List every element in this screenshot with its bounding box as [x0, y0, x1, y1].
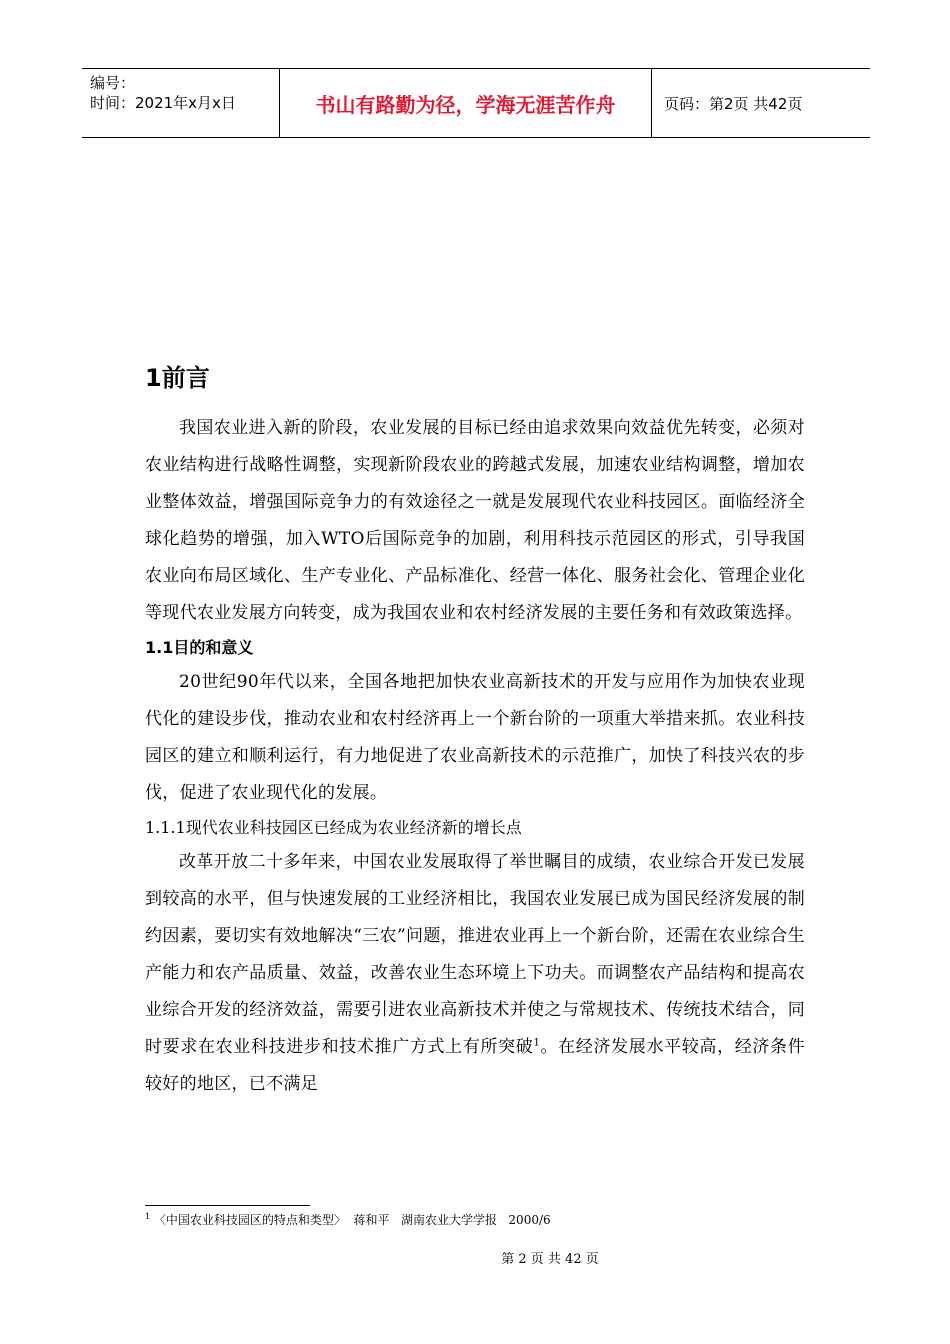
- footnote: [145, 1212, 551, 1228]
- document-body: [145, 360, 805, 1103]
- page-number-footer: 第 2 页 共 42 页: [501, 1252, 599, 1267]
- subsection-heading: 1.1目的和意义: [145, 638, 254, 657]
- paragraph-text: 改革开放二十多年来，中国农业发展取得了举世瞩目的成绩，农业综合开发已发展到较高的水平，但与快速发展的工业经济相比，我国农业发展已成为国民经济发展的制约因素，要切实有效地解决“三农”问题，推进农业再上一个新台阶，还需在农业综合生产能力和农产品质量、效益，改善农业生态环境上下功夫。而调整农产品结构和提高农业综合开发的经济效益，需要引进农业高新技术并使之与常规技术、传统技术结合，同时要求在农业科技进步和技术推广方式上有所突破: [145, 852, 805, 1057]
- paragraph-text: 。在经济发展水平较高，经济条件较好的地区，已不满足: [145, 1037, 805, 1094]
- footnote-reference[interactable]: 1: [533, 1037, 541, 1049]
- header-meta: [82, 69, 280, 137]
- header-motto: 书山有路勤为径，学海无涯苦作舟: [280, 69, 652, 137]
- paragraph: [145, 844, 805, 1103]
- footnote-mark: 1: [145, 1212, 151, 1221]
- subsubsection-heading: 1.1.1现代农业科技园区已经成为农业经济新的增长点: [145, 818, 522, 837]
- paragraph: 我国农业进入新的阶段，农业发展的目标已经由追求效果向效益优先转变，必须对农业结构进行战略性调整，实现新阶段农业的跨越式发展，加速农业结构调整，增加农业整体效益，增强国际竞争力的有效途径之一就是发展现代农业科技园区。面临经济全球化趋势的增强，加入WTO后国际竞争的加剧，利用科技示范园区的形式，引导我国农业向布局区域化、生产专业化、产品标准化、经营一体化、服务社会化、管理企业化等现代农业发展方向转变，成为我国农业和农村经济发展的主要任务和有效政策选择。: [145, 418, 805, 623]
- header-page-code: 页码：第2页 共42页: [664, 94, 803, 113]
- document-number-label: 编号：: [90, 74, 136, 92]
- paragraph: 20世纪90年代以来，全国各地把加快农业高新技术的开发与应用作为加快农业现代化的建设步伐，推动农业和农村经济再上一个新台阶的一项重大举措来抓。农业科技园区的建立和顺利运行，有力地促进了农业高新技术的示范推广，加快了科技兴农的步伐，促进了农业现代化的发展。: [145, 672, 805, 803]
- page-header: [82, 68, 870, 138]
- footnote-text: 〈中国农业科技园区的特点和类型〉 蒋和平 湖南农业大学学报 2000/6: [150, 1213, 551, 1227]
- document-date: 时间：2021年x月x日: [90, 94, 236, 112]
- footnote-divider: [145, 1205, 310, 1206]
- section-title: 1前言: [145, 364, 210, 392]
